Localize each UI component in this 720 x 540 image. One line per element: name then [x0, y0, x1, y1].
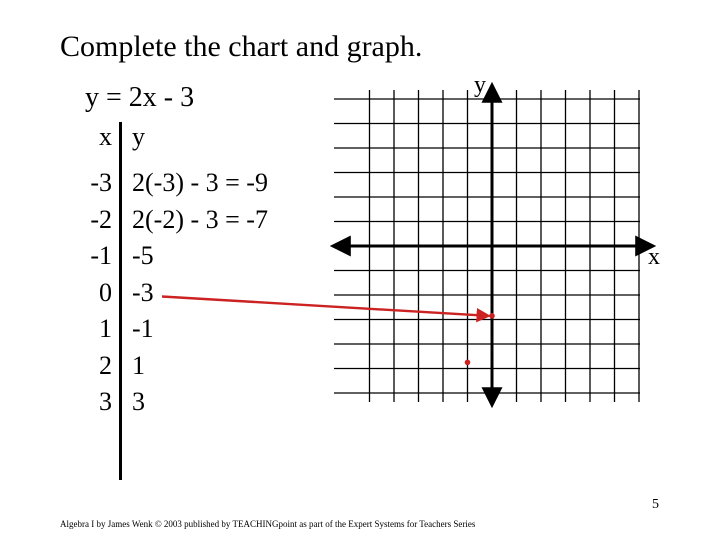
- table-y-cell: 3: [132, 387, 145, 416]
- table-x-cell: 3: [99, 387, 112, 416]
- y-column-header: y: [132, 122, 145, 151]
- equation: y = 2x - 3: [85, 82, 195, 113]
- y-axis-label: y: [474, 72, 486, 98]
- table-y-cell: -1: [132, 314, 154, 343]
- plotted-point: [465, 360, 471, 366]
- pointer-arrow: [162, 297, 488, 316]
- x-axis-label: x: [648, 244, 660, 270]
- table-y-cell: 1: [132, 350, 145, 380]
- table-x-cell: -3: [90, 168, 112, 197]
- table-x-cell: -2: [90, 204, 112, 234]
- slide-title: Complete the chart and graph.: [60, 30, 423, 63]
- table-y-cell: -5: [132, 241, 154, 270]
- plotted-point: [489, 313, 495, 319]
- table-x-cell: 0: [99, 277, 112, 307]
- footer-credit: Algebra I by James Wenk © 2003 published by TEACHINGpoint as part of the Expert Systems for Teachers Series: [60, 519, 476, 529]
- table-y-cell: 2(-2) - 3 = -7: [132, 204, 268, 234]
- table-x-cell: 2: [99, 350, 112, 380]
- table-x-cell: 1: [99, 314, 112, 343]
- axes: [334, 86, 652, 404]
- x-column-header: x: [99, 122, 112, 151]
- table-y-cell: -3: [132, 277, 154, 307]
- table-y-cell: 2(-3) - 3 = -9: [132, 168, 268, 197]
- page-number: 5: [652, 497, 659, 512]
- table-x-cell: -1: [90, 241, 112, 270]
- graph-marks: [162, 297, 495, 366]
